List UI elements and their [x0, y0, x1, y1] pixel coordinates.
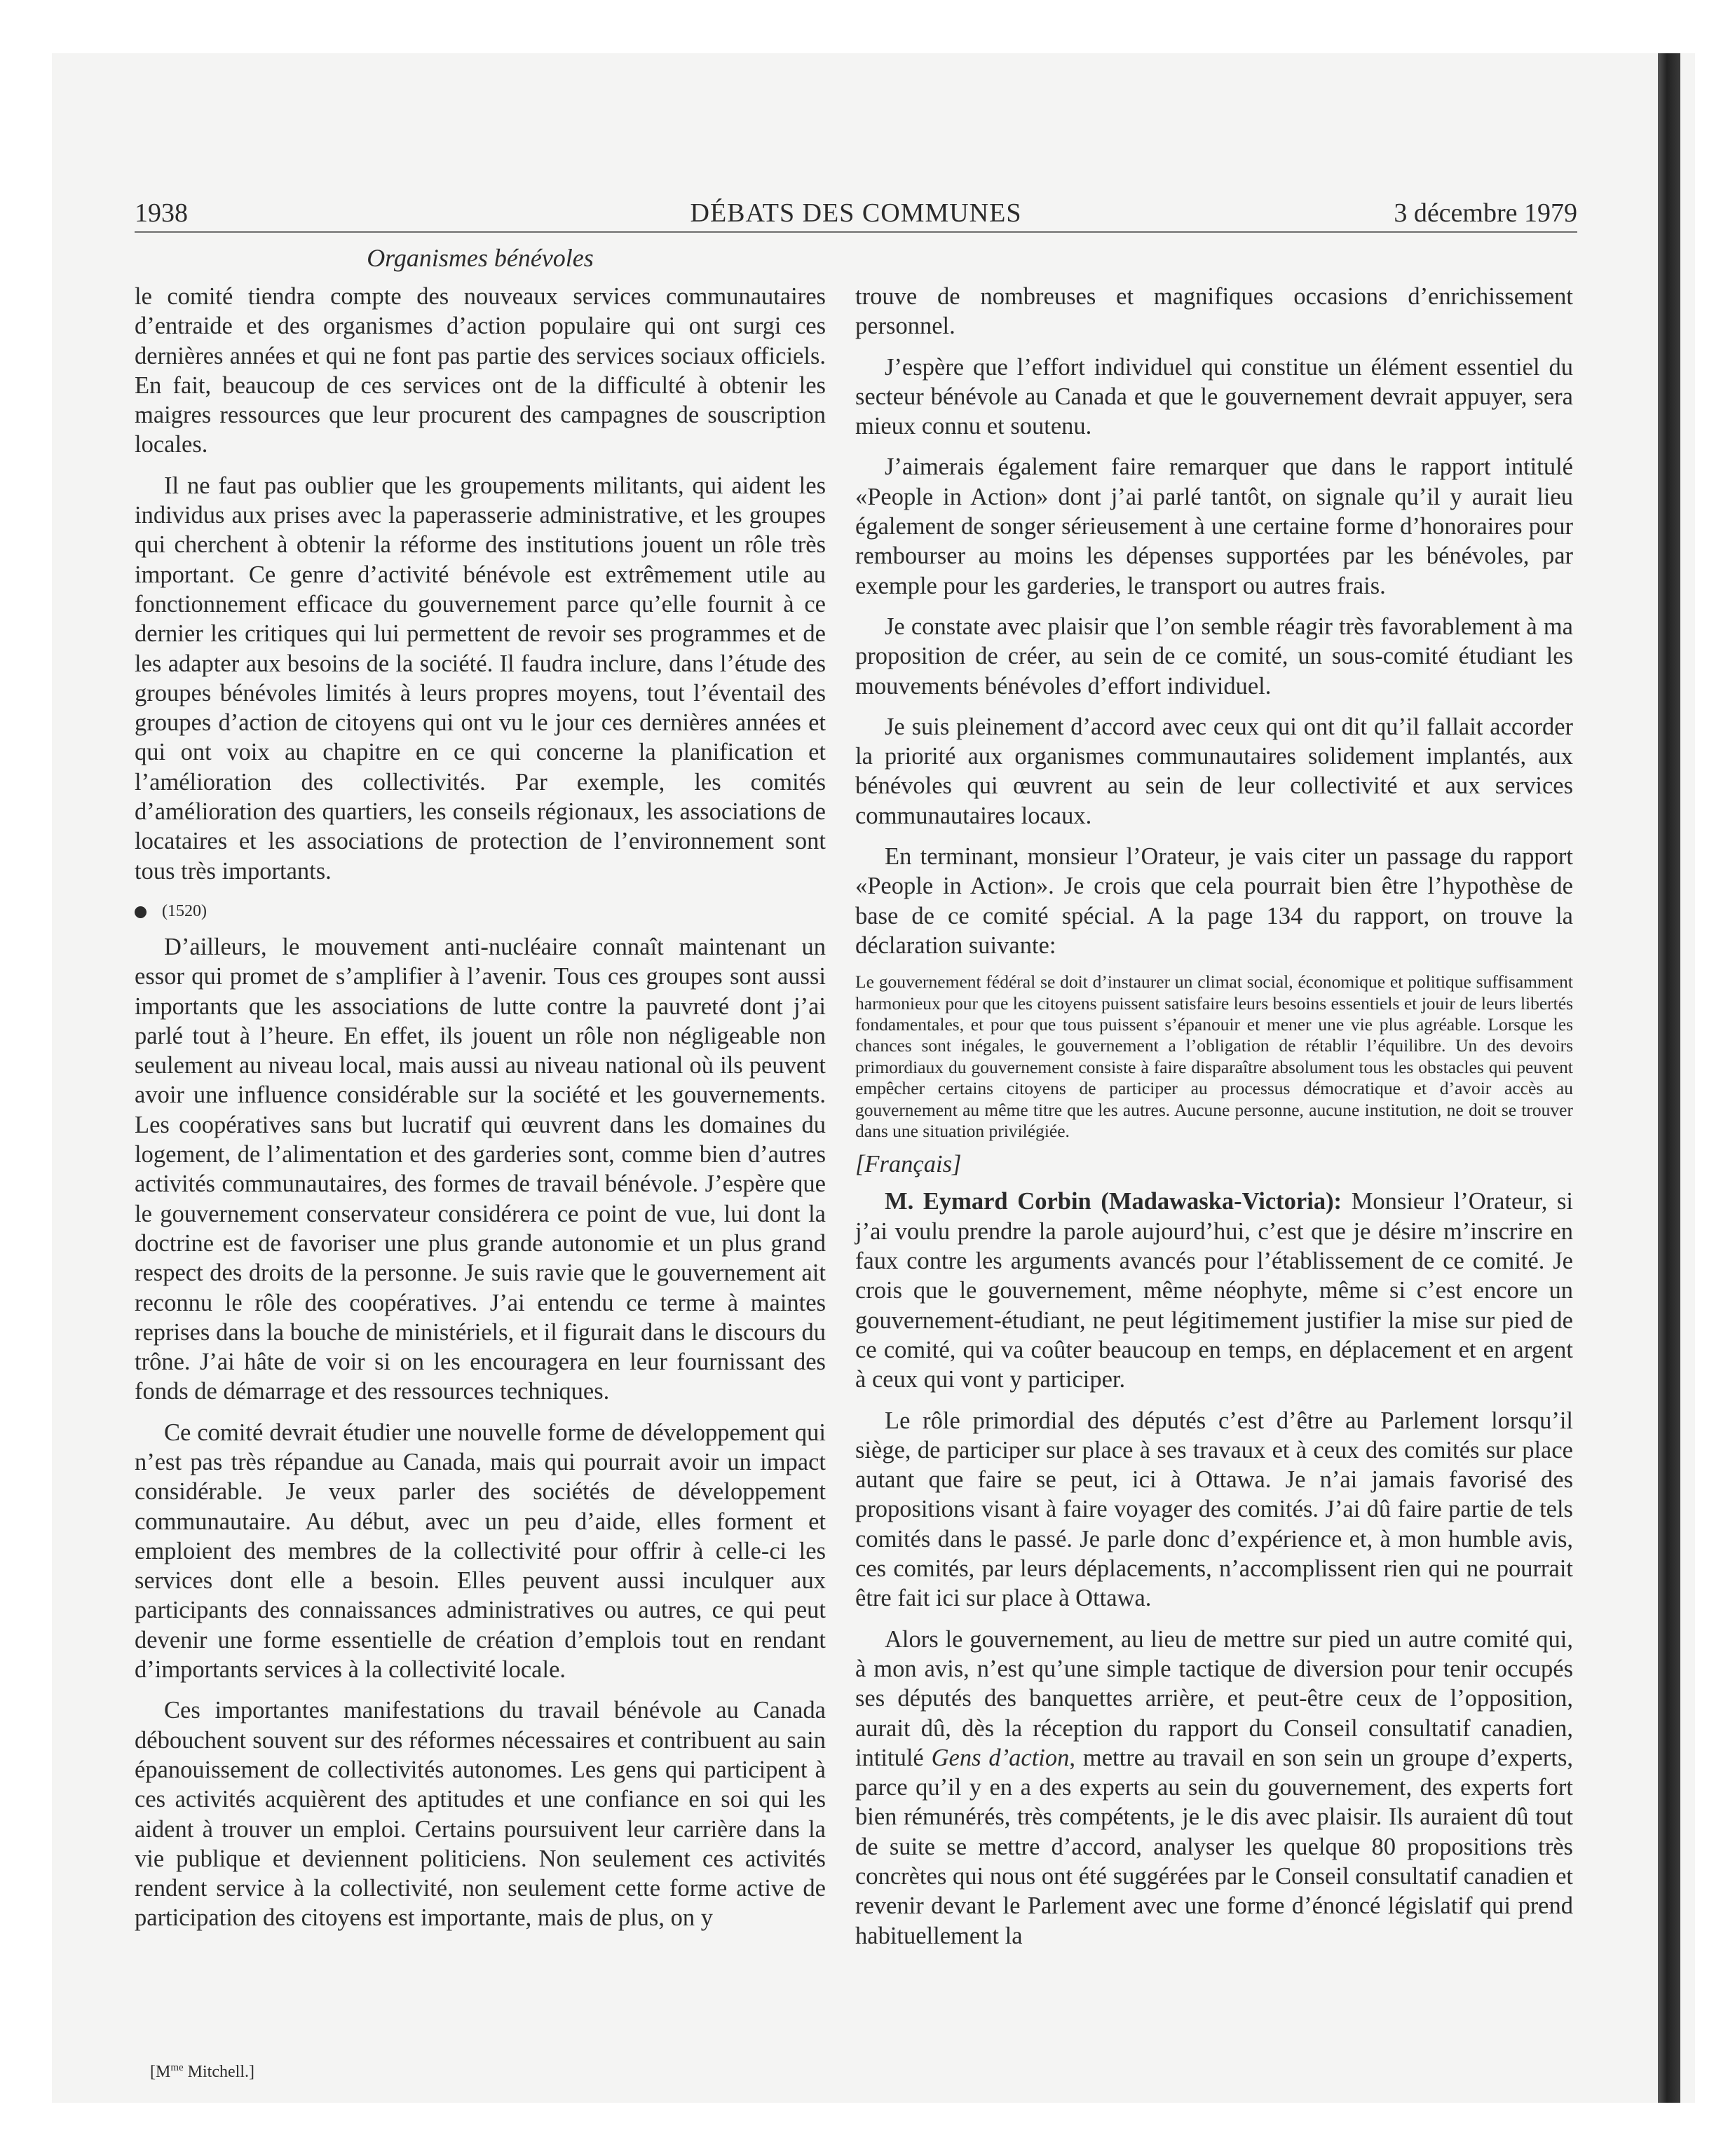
subject-heading: Organismes bénévoles	[367, 244, 594, 272]
paragraph: En terminant, monsieur l’Orateur, je vais citer un passage du rapport «People in Action». Je crois que cela pourrait bien être l’hypothèse de base de ce comité spécial. A la page 134 du rapport, on trouve la déclaration suivante:	[855, 843, 1573, 959]
paragraph: le comité tiendra compte des nouveaux services communautaires d’entraide et des organismes d’action populaire qui ont surgi ces dernières années et qui ne font pas partie des services sociaux officiels. En fait, beaucoup de ces services ont de la difficulté à obtenir les maigres ressources que leur procurent des campagnes de souscription locales.	[135, 283, 826, 458]
speaker-footer	[150, 2056, 254, 2083]
timestamp-text: (1520)	[162, 901, 207, 920]
speaker-name: M. Eymard Corbin (Madawaska-Victoria):	[885, 1188, 1342, 1215]
timestamp-marker	[135, 897, 826, 925]
publication-title: DÉBATS DES COMMUNES	[690, 198, 1022, 228]
page-number: 1938	[135, 198, 188, 228]
paragraph: J’aimerais également faire remarquer que dans le rapport intitulé «People in Action» dont j’ai parlé tantôt, on signale qu’il y aurait lieu également de songer sérieusement à une certaine forme d’honoraires pour rembourser au moins les dépenses supportées par les bénévoles, par exemple pour les garderies, le transport ou autres frais.	[855, 453, 1573, 599]
paragraph: Je suis pleinement d’accord avec ceux qui ont dit qu’il fallait accorder la priorité aux organismes communautaires solidement implantés, aux bénévoles qui œuvrent au sein de leur collectivité et aux services communautaires locaux.	[855, 713, 1573, 829]
language-marker: [Français]	[855, 1151, 962, 1178]
paragraph: D’ailleurs, le mouvement anti-nucléaire connaît maintenant un essor qui promet de s’amplifier à l’avenir. Tous ces groupes sont aussi importants que les associations de lutte contre la pauvreté dont j’ai parlé tout à l’heure. En effet, ils jouent un rôle non négligeable non seulement au niveau local, mais aussi au niveau national où ils peuvent avoir une influence considérable sur la société et les gouvernements. Les coopératives sans but lucratif qui œuvrent dans les domaines du logement, de l’alimentation et des garderies sont, comme bien d’autres activités communautaires, des formes de travail bénévole. J’espère que le gouvernement conservateur considérera ce point de vue, lui dont la doctrine est de favoriser une plus grande autonomie et un plus grand respect des droits de la personne. Je suis ravie que le gouvernement ait reconnu le rôle des coopératives. J’ai entendu ce terme à maintes reprises dans la bouche de ministériels, et il figurait dans le discours du trône. J’ai hâte de voir si on les encouragera en leur fournissant des fonds de démarrage et des ressources techniques.	[135, 933, 826, 1405]
footer-name: Mitchell.]	[183, 2063, 254, 2081]
bullet-icon	[135, 906, 147, 918]
block-quote: Le gouvernement fédéral se doit d’instaurer un climat social, économique et politique suffisamment harmonieux pour que les citoyens puissent satisfaire leurs besoins essentiels et jouir de leurs libertés fondamentales, et pour que tous puissent s’épanouir et mener une vie plus agréable. Lorsque les chances sont inégales, le gouvernement a l’obligation de rétablir l’équilibre. Un des devoirs primordiaux du gouvernement consiste à faire disparaître absolument tous les obstacles qui peuvent empêcher certains citoyens de participer au processus démocratique et d’avoir accès au gouvernement au même titre que les autres. Aucune personne, aucune institution, ne doit se trouver dans une situation privilégiée.	[855, 971, 1573, 1142]
speech-text: Monsieur l’Orateur, si j’ai voulu prendre la parole aujourd’hui, c’est que je désire m’inscrire en faux contre les arguments avancés pour l’établissement de ce comité. Je crois que le gouvernement, même néophyte, même si c’est encore un gouvernement-étudiant, ne peut légitimement justifier la mise sur pied de ce comité, qui va coûter beaucoup en temps, en déplacement et en argent à ceux qui vont y participer.	[855, 1188, 1574, 1393]
paragraph: Je constate avec plaisir que l’on semble réagir très favorablement à ma proposition de créer, au sein de ce comité, un sous-comité étudiant les mouvements bénévoles d’effort individuel.	[855, 613, 1573, 700]
paragraph: Ce comité devrait étudier une nouvelle forme de développement qui n’est pas très répandue au Canada, mais qui pourrait avoir un impact considérable. Je veux parler des sociétés de développement communautaire. Au début, avec un peu d’aide, elles forment et emploient des membres de la collectivité pour offrir à celle-ci les services dont elle a besoin. Elles peuvent aussi inculquer aux participants des connaissances administratives ou autres, ce qui peut devenir une forme essentielle de création d’emplois tout en rendant d’importants services à la collectivité locale.	[135, 1419, 826, 1684]
paragraph: Il ne faut pas oublier que les groupements militants, qui aident les individus aux prises avec la paperasserie administrative, et les groupes qui cherchent à obtenir la réforme des institutions jouent un rôle très important. Ce genre d’activité bénévole est extrêmement utile au fonctionnement efficace du gouvernement parce qu’elle fournit à ce dernier les critiques qui lui permettent de revoir ses programmes et de les adapter aux besoins de la société. Il faudra inclure, dans l’étude des groupes bénévoles limités à leurs propres moyens, tout l’éventail des groupes d’action de citoyens qui ont vu le jour ces dernières années et qui ont voix au chapitre en ce qui concerne la planification et l’amélioration des collectivités. Par exemple, les comités d’amélioration des quartiers, les conseils régionaux, les associations de locataires et les associations de protection de l’environnement sont tous très importants.	[135, 472, 826, 885]
paragraph-text: Alors le gouvernement, au lieu de mettre sur pied un autre comité qui, à mon avis, n’est qu’une simple tactique de diversion pour tenir occupés ses députés des banquettes arrière, et peut-être ceux de l’opposition, aurait dû, dès la réception du rapport du Conseil consultatif canadien, intitulé	[855, 1625, 1573, 1771]
page-binding-edge	[1658, 53, 1680, 2103]
paragraph: trouve de nombreuses et magnifiques occasions d’enrichissement personnel.	[855, 283, 1573, 340]
paragraph: J’espère que l’effort individuel qui constitue un élément essentiel du secteur bénévole au Canada et que le gouvernement devrait appuyer, sera mieux connu et soutenu.	[855, 353, 1573, 440]
speech-paragraph	[855, 1187, 1573, 1394]
header-date: 3 décembre 1979	[1394, 198, 1577, 228]
footer-prefix: [M	[150, 2063, 171, 2081]
running-header	[135, 195, 1577, 233]
paragraph: Ces importantes manifestations du travail bénévole au Canada débouchent souvent sur des réformes nécessaires et contribuent au sain épanouissement de collectivités autonomes. Les gens qui participent à ces activités acquièrent des aptitudes et une confiance en soi qui les aident à trouver un emploi. Certains poursuivent leur carrière dans la vie publique et deviennent politiciens. Non seulement ces activités rendent service à la collectivité, non seulement cette forme active de participation des citoyens est importante, mais de plus, on y	[135, 1697, 826, 1932]
right-column	[855, 282, 1573, 1962]
footer-superscript: me	[170, 2062, 184, 2073]
paragraph: Le rôle primordial des députés c’est d’être au Parlement lorsqu’il siège, de participer sur place à ses travaux et à ceux des comités sur place autant que faire se peut, ici à Ottawa. Je n’ai jamais favorisé des propositions visant à faire voyager des comités. J’ai dû faire partie de tels comités dans le passé. Je parle donc d’expérience et, à mon humble avis, ces comités, par leurs déplacements, n’accomplissent rien qui ne pourrait être fait ici sur place à Ottawa.	[855, 1407, 1573, 1612]
left-column	[135, 282, 826, 1944]
report-title: Gens d’action	[931, 1744, 1070, 1771]
paragraph	[855, 1625, 1573, 1951]
paragraph-text-continued: , mettre au travail en son sein un groupe d’experts, parce qu’il y en a des experts au sein du gouvernement, des experts fort bien rémunérés, très compétents, je le dis avec plaisir. Ils auraient dû tout de suite se mettre d’accord, analyser les quelque 80 propositions très concrètes qui nous ont été suggérées par le Conseil consultatif canadien et revenir devant le Parlement avec une forme d’énoncé législatif qui prend habituellement la	[855, 1744, 1573, 1949]
